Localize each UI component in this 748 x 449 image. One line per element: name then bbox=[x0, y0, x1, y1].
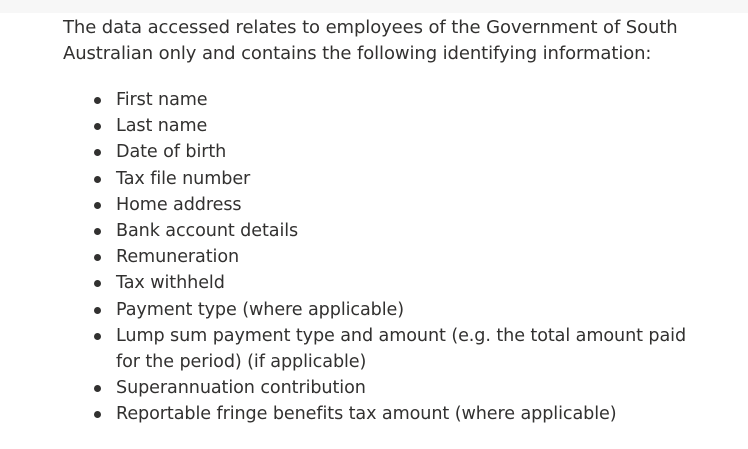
bullet-icon bbox=[94, 280, 101, 287]
bullet-icon bbox=[94, 97, 101, 104]
list-item bbox=[116, 244, 713, 270]
list-item bbox=[116, 270, 713, 296]
list-item bbox=[116, 166, 713, 192]
list-item-text: Lump sum payment type and amount (e.g. the total amount paid for the period) (if applicable) bbox=[116, 325, 687, 373]
list-item bbox=[116, 323, 713, 375]
list-item-text: Superannuation contribution bbox=[116, 378, 366, 399]
bullet-icon bbox=[94, 411, 101, 418]
list-item-text: First name bbox=[116, 90, 208, 110]
identifying-information-list bbox=[63, 87, 713, 428]
list-item-text: Date of birth bbox=[116, 142, 227, 163]
list-item-text: Tax withheld bbox=[116, 273, 225, 294]
bullet-icon bbox=[94, 254, 101, 261]
list-item-text: Home address bbox=[116, 194, 242, 215]
list-item bbox=[116, 375, 713, 401]
list-item-text: Reportable fringe benefits tax amount (where applicable) bbox=[116, 404, 617, 425]
bullet-icon bbox=[94, 202, 101, 209]
list-item bbox=[116, 192, 713, 218]
bullet-icon bbox=[94, 228, 101, 235]
bullet-icon bbox=[94, 176, 101, 183]
top-strip bbox=[0, 0, 748, 13]
list-item bbox=[116, 113, 713, 139]
bullet-icon bbox=[94, 333, 101, 340]
list-item-text: Bank account details bbox=[116, 221, 299, 242]
list-item bbox=[116, 297, 713, 323]
bullet-icon bbox=[94, 385, 101, 392]
list-item bbox=[116, 218, 713, 244]
list-item-text: Tax file number bbox=[116, 168, 251, 189]
intro-paragraph: The data accessed relates to employees of the Government of South Australian only and contains the following identifying information: bbox=[63, 17, 678, 64]
list-item bbox=[116, 401, 713, 427]
document-content bbox=[63, 15, 713, 428]
bullet-icon bbox=[94, 149, 101, 156]
list-item-text: Payment type (where applicable) bbox=[116, 299, 404, 320]
bullet-icon bbox=[94, 307, 101, 314]
list-item-text: Last name bbox=[116, 116, 208, 137]
list-item-text: Remuneration bbox=[116, 247, 240, 268]
list-item bbox=[116, 139, 713, 165]
list-item bbox=[116, 87, 713, 113]
bullet-icon bbox=[94, 123, 101, 130]
